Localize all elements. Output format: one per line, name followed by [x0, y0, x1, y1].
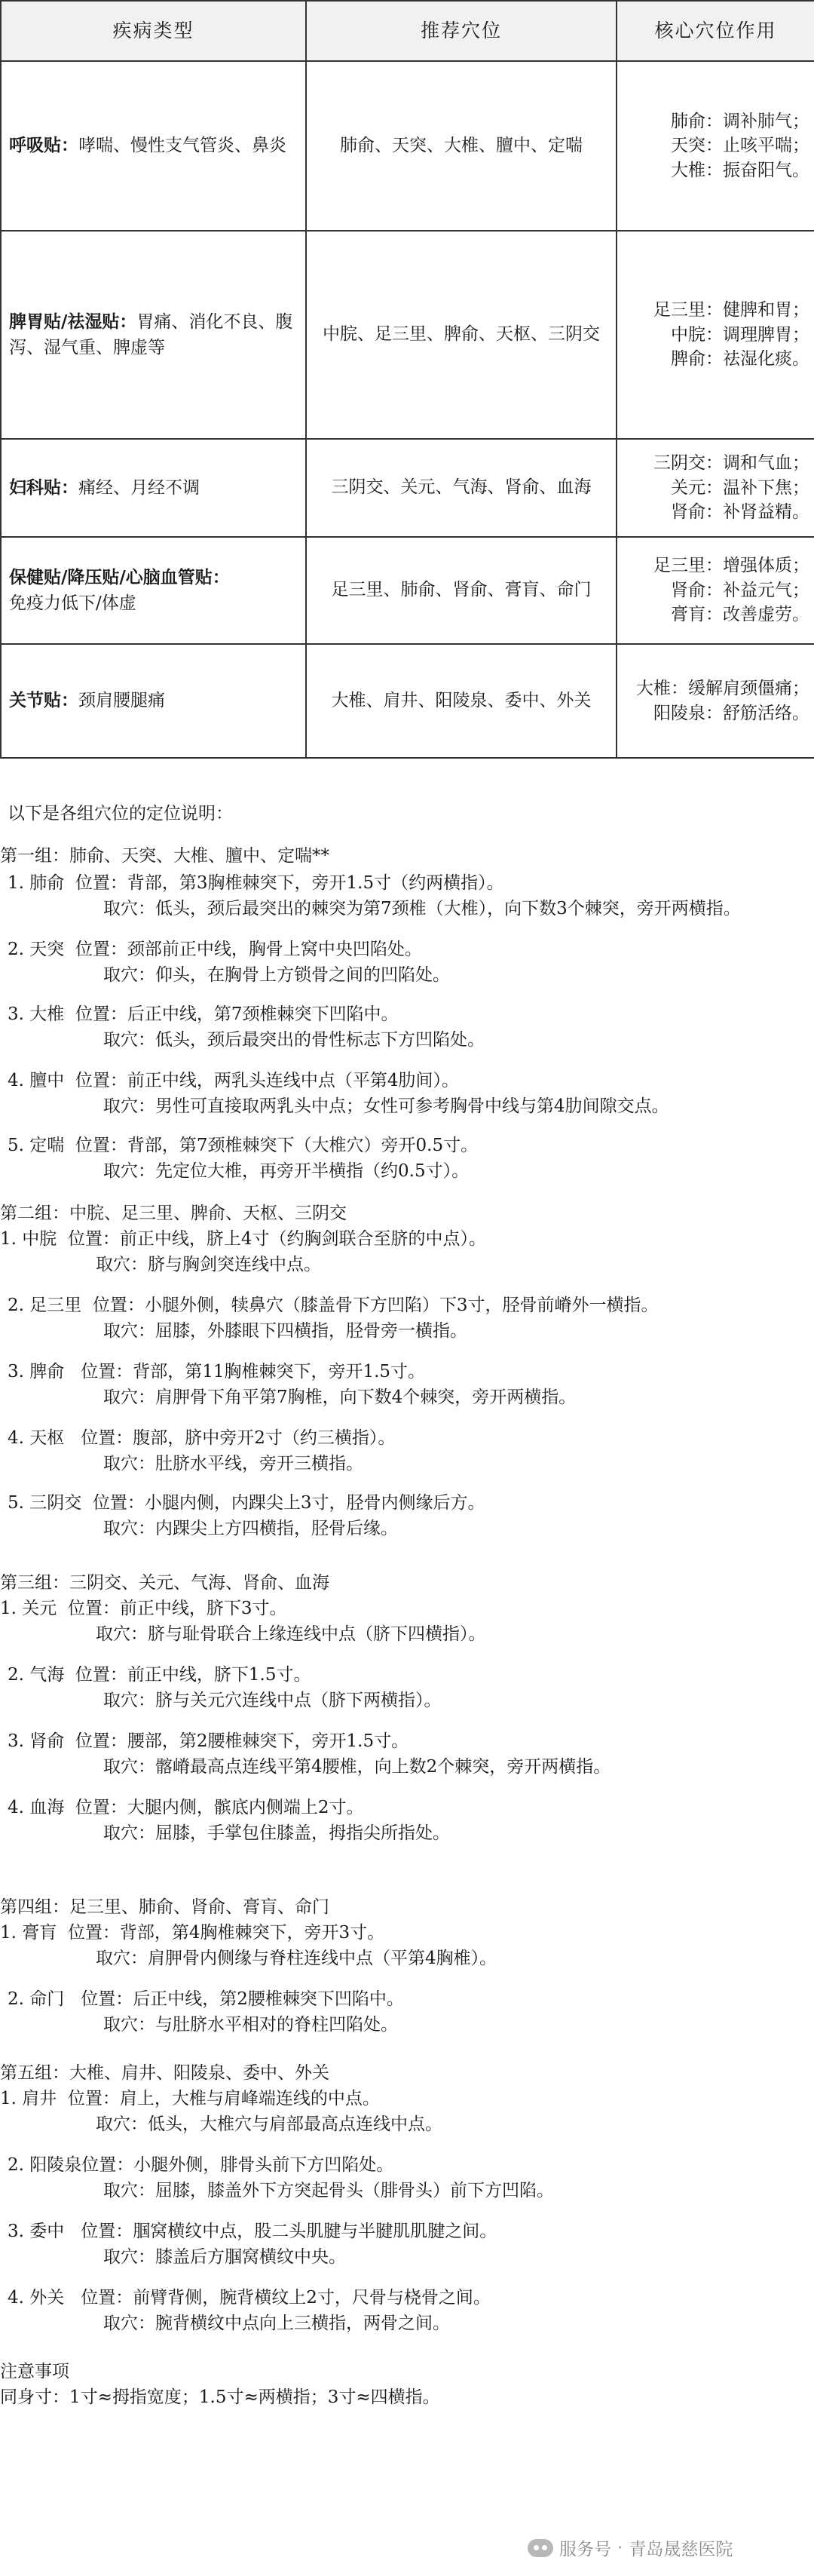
- point-location: 1. 膏肓 位置：背部，第4胸椎棘突下，旁开3寸。: [0, 1923, 385, 1943]
- effects-cell: 大椎：缓解肩颈僵痛； 阳陵泉：舒筋活络。: [617, 644, 814, 758]
- point-method: 取穴：肩胛骨内侧缘与脊柱连线中点（平第4胸椎）。: [96, 1949, 497, 1968]
- point-method: 取穴：脐与胸剑突连线中点。: [96, 1255, 321, 1274]
- point-location: 4. 血海 位置：大腿内侧，髌底内侧端上2寸。: [8, 1798, 364, 1817]
- point-method: 取穴：腕背横纹中点向上三横指，两骨之间。: [103, 2314, 450, 2333]
- point-location: 2. 阳陵泉位置：小腿外侧，腓骨头前下方凹陷处。: [8, 2155, 394, 2175]
- point-method: 取穴：仰头，在胸骨上方锁骨之间的凹陷处。: [103, 965, 450, 985]
- point-location: 5. 定喘 位置：背部，第7颈椎棘突下（大椎穴）旁开0.5寸。: [8, 1136, 479, 1155]
- disease-cell: 呼吸贴：哮喘、慢性支气管炎、鼻炎: [1, 61, 306, 231]
- point-method: 取穴：屈膝，膝盖外下方突起骨头（腓骨头）前下方凹陷。: [103, 2181, 554, 2200]
- group-title: 第四组：足三里、肺俞、肾俞、膏肓、命门: [0, 1897, 329, 1917]
- effects-cell: 足三里：健脾和胃； 中脘：调理脾胃； 脾俞：祛湿化痰。: [617, 231, 814, 439]
- point-location: 4. 膻中 位置：前正中线，两乳头连线中点（平第4肋间）。: [8, 1071, 460, 1090]
- point-location: 5. 三阴交 位置：小腿内侧，内踝尖上3寸，胫骨内侧缘后方。: [8, 1493, 485, 1513]
- watermark-label: 服务号: [559, 2540, 611, 2559]
- point-location: 2. 足三里 位置：小腿外侧，犊鼻穴（膝盖骨下方凹陷）下3寸，胫骨前嵴外一横指。: [8, 1296, 659, 1315]
- points-cell: 大椎、肩井、阳陵泉、委中、外关: [306, 644, 617, 758]
- effects-cell: 三阴交：调和气血； 关元：温补下焦； 肾俞：补肾益精。: [617, 439, 814, 537]
- effects-cell: 足三里：增强体质； 肾俞：补益元气； 膏肓：改善虚劳。: [617, 537, 814, 644]
- caution-text: 同身寸：1寸≈拇指宽度；1.5寸≈两横指；3寸≈四横指。: [0, 2387, 440, 2407]
- point-location: 4. 天枢 位置：腹部，脐中旁开2寸（约三横指）。: [8, 1428, 396, 1448]
- point-location: 1. 中脘 位置：前正中线，脐上4寸（约胸剑联合至脐的中点）。: [0, 1229, 487, 1249]
- disease-cell: 妇科贴：痛经、月经不调: [1, 439, 306, 537]
- point-location: 3. 脾俞 位置：背部，第11胸椎棘突下，旁开1.5寸。: [8, 1362, 426, 1382]
- point-location: 1. 关元 位置：前正中线，脐下3寸。: [0, 1599, 287, 1618]
- disease-cell: 脾胃贴/祛湿贴：胃痛、消化不良、腹泻、湿气重、脾虚等: [1, 231, 306, 439]
- point-location: 2. 命门 位置：后正中线，第2腰椎棘突下凹陷中。: [8, 1989, 404, 2009]
- point-method: 取穴：脐与耻骨联合上缘连线中点（脐下四横指）。: [96, 1624, 486, 1644]
- table-row: [1, 231, 814, 439]
- wechat-icon: [528, 2539, 553, 2557]
- table-row: [1, 439, 814, 537]
- point-method: 取穴：髂嵴最高点连线平第4腰椎，向上数2个棘突，旁开两横指。: [103, 1757, 611, 1777]
- point-method: 取穴：屈膝，手掌包住膝盖，拇指尖所指处。: [103, 1823, 450, 1843]
- point-method: 取穴：低头，颈后最突出的骨性标志下方凹陷处。: [103, 1030, 485, 1050]
- header-recommended-points: 推荐穴位: [306, 1, 617, 61]
- point-location: 3. 委中 位置：腘窝横纹中点，股二头肌腱与半腱肌肌腱之间。: [8, 2222, 497, 2241]
- point-location: 1. 肺俞 位置：背部，第3胸椎棘突下，旁开1.5寸（约两横指）。: [8, 873, 504, 893]
- point-method: 取穴：屈膝，外膝眼下四横指，胫骨旁一横指。: [103, 1321, 467, 1341]
- notes-intro: 以下是各组穴位的定位说明：: [8, 804, 233, 823]
- effects-cell: 肺俞：调补肺气； 天突：止咳平喘； 大椎：振奋阳气。: [617, 61, 814, 231]
- watermark-org: 青岛晟慈医院: [629, 2540, 733, 2559]
- point-method: 取穴：内踝尖上方四横指，胫骨后缘。: [103, 1519, 398, 1538]
- point-location: 3. 肾俞 位置：腰部，第2腰椎棘突下，旁开1.5寸。: [8, 1731, 409, 1751]
- disease-cell: 关节贴：颈肩腰腿痛: [1, 644, 306, 758]
- point-method: 取穴：膝盖后方腘窝横纹中央。: [103, 2247, 346, 2267]
- point-location: 4. 外关 位置：前臂背侧，腕背横纹上2寸，尺骨与桡骨之间。: [8, 2288, 491, 2308]
- watermark-separator: ·: [617, 2538, 623, 2558]
- header-core-effects: 核心穴位作用: [617, 1, 814, 61]
- points-cell: 中脘、足三里、脾俞、天枢、三阴交: [306, 231, 617, 439]
- acupoint-table: [0, 0, 814, 759]
- points-cell: 肺俞、天突、大椎、膻中、定喘: [306, 61, 617, 231]
- group-title: 第一组：肺俞、天突、大椎、膻中、定喘**: [0, 846, 329, 866]
- point-location: 3. 大椎 位置：后正中线，第7颈椎棘突下凹陷中。: [8, 1004, 399, 1024]
- group-title: 第三组：三阴交、关元、气海、肾俞、血海: [0, 1573, 329, 1593]
- point-method: 取穴：低头，颈后最突出的棘突为第7颈椎（大椎），向下数3个棘突，旁开两横指。: [103, 899, 741, 918]
- point-method: 取穴：肚脐水平线，旁开三横指。: [103, 1454, 363, 1474]
- points-cell: 足三里、肺俞、肾俞、膏肓、命门: [306, 537, 617, 644]
- point-method: 取穴：男性可直接取两乳头中点；女性可参考胸骨中线与第4肋间隙交点。: [103, 1096, 669, 1116]
- point-method: 取穴：肩胛骨下角平第7胸椎，向下数4个棘突，旁开两横指。: [103, 1388, 577, 1407]
- point-method: 取穴：先定位大椎，再旁开半横指（约0.5寸）。: [103, 1161, 470, 1181]
- point-location: 1. 肩井 位置：肩上，大椎与肩峰端连线的中点。: [0, 2089, 380, 2108]
- group-title: 第二组：中脘、足三里、脾俞、天枢、三阴交: [0, 1204, 347, 1223]
- header-disease-type: 疾病类型: [1, 1, 306, 61]
- point-method: 取穴：低头，大椎穴与肩部最高点连线中点。: [96, 2114, 442, 2134]
- table-row: [1, 537, 814, 644]
- point-method: 取穴：脐与关元穴连线中点（脐下两横指）。: [103, 1691, 442, 1710]
- caution-title: 注意事项: [0, 2362, 69, 2381]
- points-cell: 三阴交、关元、气海、肾俞、血海: [306, 439, 617, 537]
- point-location: 2. 气海 位置：前正中线，脐下1.5寸。: [8, 1665, 311, 1685]
- table-header-row: [1, 1, 814, 61]
- group-title: 第五组：大椎、肩井、阳陵泉、委中、外关: [0, 2063, 329, 2083]
- point-location: 2. 天突 位置：颈部前正中线，胸骨上窝中央凹陷处。: [8, 940, 422, 959]
- point-method: 取穴：与肚脐水平相对的脊柱凹陷处。: [103, 2015, 398, 2035]
- table-row: [1, 644, 814, 758]
- watermark: [528, 2535, 733, 2560]
- disease-cell: 保健贴/降压贴/心脑血管贴： 免疫力低下/体虚: [1, 537, 306, 644]
- table-row: [1, 61, 814, 231]
